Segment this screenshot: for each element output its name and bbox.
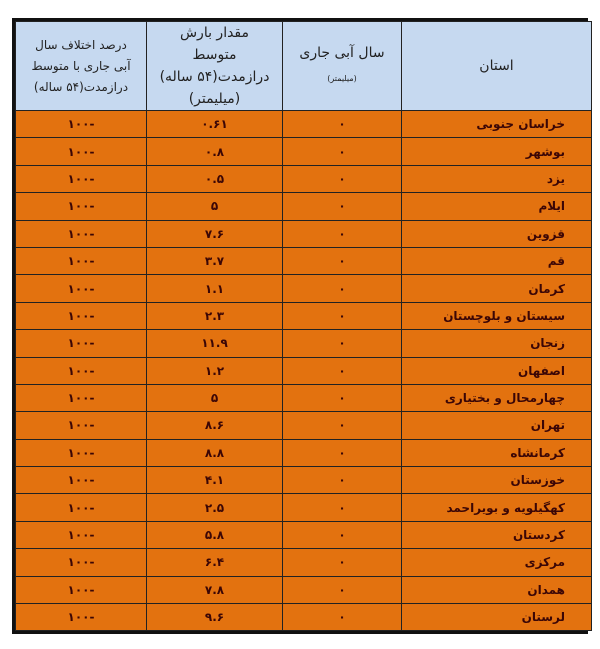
- table-row: [16, 165, 592, 192]
- cell-current-year: ۰: [283, 576, 402, 603]
- cell-province: زنجان: [402, 330, 592, 357]
- table-header-row: [16, 22, 592, 111]
- cell-percent-difference: -۱۰۰: [16, 220, 147, 247]
- table-row: [16, 247, 592, 274]
- cell-current-year: ۰: [283, 604, 402, 631]
- header-long-term-average: مقدار بارش متوسط درازمدت(۵۴ ساله) (میلیمتر): [147, 22, 283, 111]
- cell-long-term-average: ۰.۶۱: [147, 111, 283, 138]
- header-current-year: [283, 22, 402, 111]
- cell-percent-difference: -۱۰۰: [16, 384, 147, 411]
- table-row: [16, 604, 592, 631]
- cell-province: کرمان: [402, 275, 592, 302]
- cell-long-term-average: ۱۱.۹: [147, 330, 283, 357]
- cell-percent-difference: -۱۰۰: [16, 467, 147, 494]
- cell-percent-difference: -۱۰۰: [16, 412, 147, 439]
- cell-province: چهارمحال و بختیاری: [402, 384, 592, 411]
- cell-long-term-average: ۷.۶: [147, 220, 283, 247]
- table-row: [16, 138, 592, 165]
- cell-long-term-average: ۵.۸: [147, 521, 283, 548]
- cell-percent-difference: -۱۰۰: [16, 549, 147, 576]
- cell-percent-difference: -۱۰۰: [16, 165, 147, 192]
- cell-percent-difference: -۱۰۰: [16, 275, 147, 302]
- cell-percent-difference: -۱۰۰: [16, 576, 147, 603]
- cell-long-term-average: ۰.۸: [147, 138, 283, 165]
- table-row: [16, 521, 592, 548]
- cell-province: لرستان: [402, 604, 592, 631]
- precipitation-table: [12, 18, 588, 634]
- cell-province: قزوین: [402, 220, 592, 247]
- table-row: [16, 576, 592, 603]
- table-row: [16, 111, 592, 138]
- cell-current-year: ۰: [283, 302, 402, 329]
- cell-long-term-average: ۳.۷: [147, 247, 283, 274]
- cell-current-year: ۰: [283, 384, 402, 411]
- cell-current-year: ۰: [283, 467, 402, 494]
- table-row: [16, 439, 592, 466]
- cell-current-year: ۰: [283, 165, 402, 192]
- cell-percent-difference: -۱۰۰: [16, 302, 147, 329]
- cell-long-term-average: ۴.۱: [147, 467, 283, 494]
- cell-percent-difference: -۱۰۰: [16, 521, 147, 548]
- cell-percent-difference: -۱۰۰: [16, 193, 147, 220]
- cell-long-term-average: ۲.۳: [147, 302, 283, 329]
- cell-current-year: ۰: [283, 275, 402, 302]
- cell-province: ایلام: [402, 193, 592, 220]
- cell-long-term-average: ۸.۸: [147, 439, 283, 466]
- cell-percent-difference: -۱۰۰: [16, 138, 147, 165]
- cell-percent-difference: -۱۰۰: [16, 494, 147, 521]
- cell-long-term-average: ۶.۴: [147, 549, 283, 576]
- table-row: [16, 467, 592, 494]
- table-row: [16, 357, 592, 384]
- cell-current-year: ۰: [283, 357, 402, 384]
- table-row: [16, 193, 592, 220]
- cell-long-term-average: ۷.۸: [147, 576, 283, 603]
- cell-province: تهران: [402, 412, 592, 439]
- header-current-year-unit: (میلیمتر): [327, 74, 357, 83]
- cell-current-year: ۰: [283, 138, 402, 165]
- table-row: [16, 549, 592, 576]
- cell-current-year: ۰: [283, 330, 402, 357]
- cell-long-term-average: ۱.۲: [147, 357, 283, 384]
- cell-percent-difference: -۱۰۰: [16, 330, 147, 357]
- cell-province: بوشهر: [402, 138, 592, 165]
- cell-long-term-average: ۵: [147, 193, 283, 220]
- cell-current-year: ۰: [283, 549, 402, 576]
- cell-current-year: ۰: [283, 412, 402, 439]
- cell-percent-difference: -۱۰۰: [16, 604, 147, 631]
- cell-province: مرکزی: [402, 549, 592, 576]
- cell-current-year: ۰: [283, 247, 402, 274]
- cell-current-year: ۰: [283, 494, 402, 521]
- cell-current-year: ۰: [283, 439, 402, 466]
- cell-long-term-average: ۸.۶: [147, 412, 283, 439]
- table-row: [16, 384, 592, 411]
- cell-province: قم: [402, 247, 592, 274]
- cell-province: همدان: [402, 576, 592, 603]
- cell-long-term-average: ۵: [147, 384, 283, 411]
- table-row: [16, 302, 592, 329]
- cell-long-term-average: ۹.۶: [147, 604, 283, 631]
- cell-percent-difference: -۱۰۰: [16, 247, 147, 274]
- header-percent-difference: درصد اختلاف سال آبی جاری با متوسط درازمدت(۵۴ ساله): [16, 22, 147, 111]
- cell-province: اصفهان: [402, 357, 592, 384]
- cell-province: کرمانشاه: [402, 439, 592, 466]
- cell-current-year: ۰: [283, 521, 402, 548]
- cell-province: یزد: [402, 165, 592, 192]
- cell-percent-difference: -۱۰۰: [16, 439, 147, 466]
- cell-province: کردستان: [402, 521, 592, 548]
- cell-current-year: ۰: [283, 111, 402, 138]
- cell-long-term-average: ۲.۵: [147, 494, 283, 521]
- cell-percent-difference: -۱۰۰: [16, 357, 147, 384]
- table-row: [16, 275, 592, 302]
- cell-current-year: ۰: [283, 193, 402, 220]
- table-row: [16, 494, 592, 521]
- cell-province: خوزستان: [402, 467, 592, 494]
- cell-long-term-average: ۱.۱: [147, 275, 283, 302]
- cell-province: سیستان و بلوچستان: [402, 302, 592, 329]
- table-row: [16, 220, 592, 247]
- header-province: استان: [402, 22, 592, 111]
- table-row: [16, 330, 592, 357]
- cell-percent-difference: -۱۰۰: [16, 111, 147, 138]
- cell-current-year: ۰: [283, 220, 402, 247]
- header-current-year-label: سال آبی جاری: [299, 45, 385, 61]
- table-row: [16, 412, 592, 439]
- cell-province: خراسان جنوبی: [402, 111, 592, 138]
- cell-province: کهگیلویه و بویراحمد: [402, 494, 592, 521]
- cell-long-term-average: ۰.۵: [147, 165, 283, 192]
